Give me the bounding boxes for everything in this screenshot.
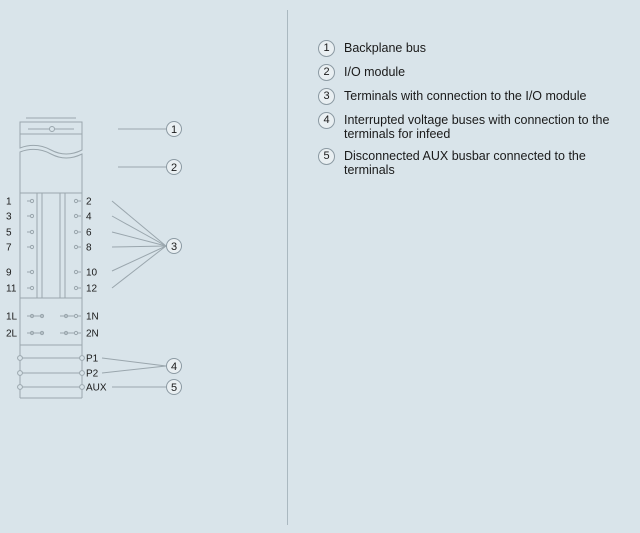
terminal-point xyxy=(74,230,77,233)
terminal-label-right: 12 xyxy=(86,283,98,295)
terminal-label-right: 8 xyxy=(86,242,92,254)
terminal-point xyxy=(74,286,77,289)
callout-number: 1 xyxy=(170,124,178,136)
terminal-label-left: 1 xyxy=(6,196,12,208)
terminal-point xyxy=(30,270,33,273)
legend-item xyxy=(318,88,638,105)
terminal-label-left: 3 xyxy=(6,211,12,223)
callout-number: 5 xyxy=(170,382,178,394)
legend-text: I/O module xyxy=(344,65,406,79)
legend-item xyxy=(318,64,638,81)
terminal-label-right: 1N xyxy=(86,311,99,323)
terminal-point xyxy=(30,245,33,248)
terminal-label-right: 2 xyxy=(86,196,92,208)
terminal-point xyxy=(30,199,33,202)
terminal-block-diagram xyxy=(0,0,286,533)
terminal-point xyxy=(74,214,77,217)
terminal-label-left: 7 xyxy=(6,242,12,254)
terminal-label-left: 2L xyxy=(6,328,18,340)
legend-number: 4 xyxy=(318,112,335,129)
terminal-point xyxy=(74,270,77,273)
legend-text: Backplane bus xyxy=(344,41,427,55)
terminal-point xyxy=(74,245,77,248)
terminal-label-right: 6 xyxy=(86,227,92,239)
callout-number: 2 xyxy=(170,162,178,174)
terminal-label-left: 11 xyxy=(6,283,17,295)
legend-item xyxy=(318,148,638,177)
legend-text: Terminals with connection to the I/O module xyxy=(344,89,587,103)
legend-number: 1 xyxy=(318,40,335,57)
legend xyxy=(318,40,638,184)
terminal-point xyxy=(30,214,33,217)
callout-number: 3 xyxy=(170,241,178,253)
terminal-label-right: 2N xyxy=(86,328,99,340)
legend-number: 5 xyxy=(318,148,335,165)
bus-label: P2 xyxy=(86,368,99,380)
io-module-outline xyxy=(20,149,82,193)
terminal-label-left: 5 xyxy=(6,227,12,239)
legend-number: 2 xyxy=(318,64,335,81)
terminal-label-left: 9 xyxy=(6,267,12,279)
terminal-point xyxy=(30,286,33,289)
legend-text: Disconnected AUX busbar connected to the terminals xyxy=(344,149,586,177)
terminal-point xyxy=(74,199,77,202)
legend-item xyxy=(318,40,638,57)
terminal-label-right: 10 xyxy=(86,267,98,279)
terminal-label-left: 1L xyxy=(6,311,18,323)
terminal-point xyxy=(74,314,77,317)
callout-number: 4 xyxy=(170,361,178,373)
bus-label: AUX xyxy=(86,382,107,394)
legend-number: 3 xyxy=(318,88,335,105)
panel-divider xyxy=(287,10,288,525)
legend-item xyxy=(318,112,638,141)
terminal-label-right: 4 xyxy=(86,211,92,223)
terminal-point xyxy=(30,230,33,233)
bus-label: P1 xyxy=(86,353,99,365)
legend-text: Interrupted voltage buses with connection to the terminals for infeed xyxy=(344,113,610,141)
terminal-point xyxy=(74,331,77,334)
